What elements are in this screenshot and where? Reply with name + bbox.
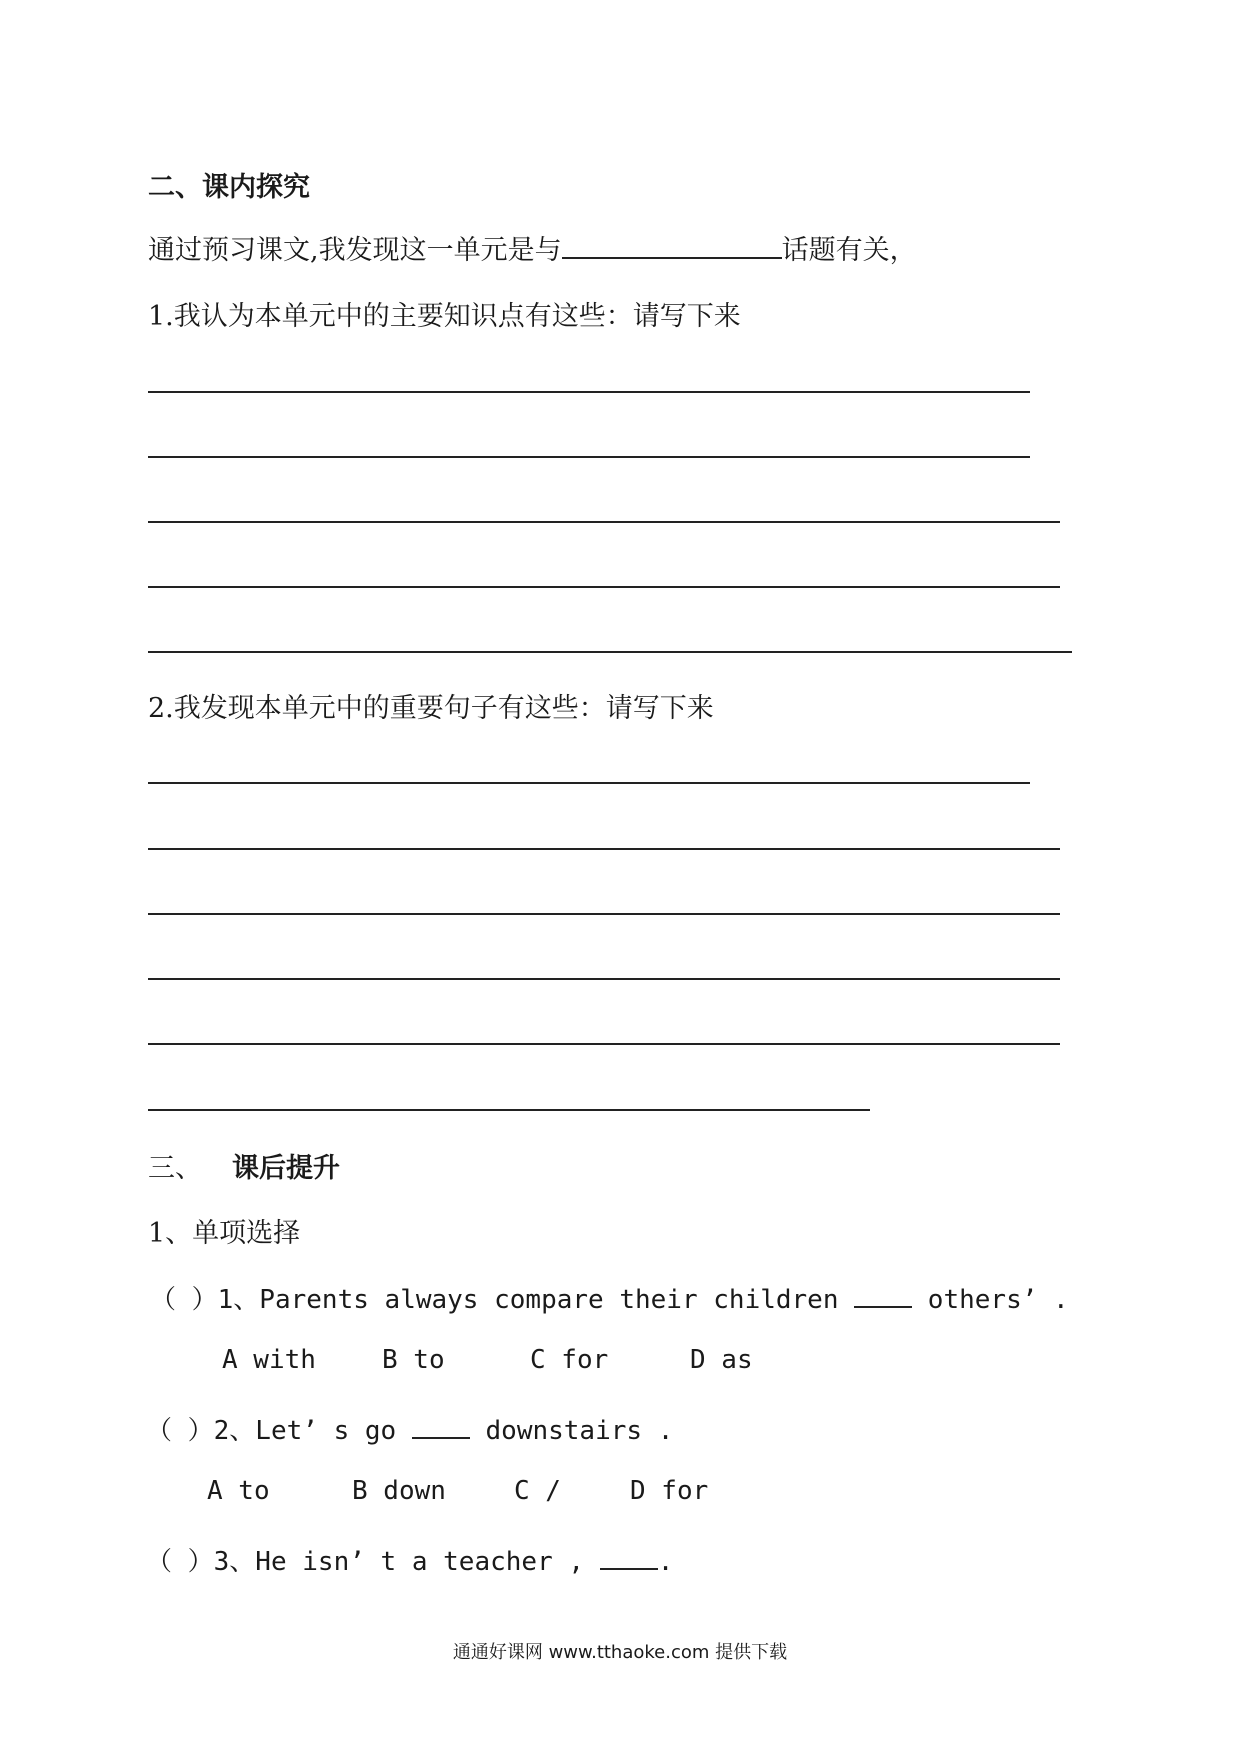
answer-line[interactable] [148, 586, 1060, 588]
question-stem: 3、He isn’ t a teacher , [213, 1547, 585, 1577]
option-a[interactable]: A with [222, 1345, 316, 1375]
question-stem-end: . [657, 1547, 674, 1577]
intro-post: 话题有关， [781, 235, 917, 266]
multiple-choice-subheading: 1、单项选择 [148, 1218, 301, 1249]
answer-line[interactable] [148, 913, 1060, 915]
answer-paren[interactable]: （ ） [150, 1285, 218, 1315]
intro-line [148, 228, 917, 267]
answer-line[interactable] [148, 651, 1072, 653]
section2-heading: 二、课内探究 [148, 172, 310, 203]
option-d[interactable]: D for [630, 1476, 709, 1506]
answer-paren[interactable]: （ ） [146, 1416, 214, 1446]
option-b[interactable]: B to [382, 1345, 445, 1375]
answer-line[interactable] [148, 456, 1030, 458]
topic-blank[interactable] [562, 256, 782, 259]
intro-pre: 通过预习课文,我发现这一单元是与 [148, 235, 562, 266]
question-row [150, 1279, 1069, 1316]
answer-line[interactable] [148, 848, 1060, 850]
option-d[interactable]: D as [690, 1345, 753, 1375]
question-blank[interactable] [854, 1305, 912, 1308]
option-a[interactable]: A to [207, 1476, 270, 1506]
page-footer: 通通好课网 www.tthaoke.com 提供下载 [452, 1642, 788, 1663]
answer-line[interactable] [148, 1043, 1060, 1045]
answer-line[interactable] [148, 782, 1030, 784]
option-c[interactable]: C / [514, 1476, 561, 1506]
question-stem: 1、Parents always compare their children [217, 1285, 839, 1315]
option-c[interactable]: C for [530, 1345, 609, 1375]
question-blank[interactable] [412, 1436, 470, 1439]
section3-number: 三、 [148, 1153, 202, 1184]
question-stem-end: others’ . [927, 1285, 1069, 1315]
question-stem-end: downstairs . [485, 1416, 674, 1446]
question-stem: 2、Let’ s go [213, 1416, 397, 1446]
answer-line[interactable] [148, 978, 1060, 980]
option-b[interactable]: B down [352, 1476, 446, 1506]
question-row [146, 1410, 673, 1447]
answer-line[interactable] [148, 521, 1060, 523]
section3-title: 课后提升 [232, 1153, 340, 1184]
question-blank[interactable] [600, 1567, 658, 1570]
answer-line[interactable] [148, 391, 1030, 393]
question-2-prompt: 2.我发现本单元中的重要句子有这些：请写下来 [148, 693, 714, 724]
answer-line[interactable] [148, 1109, 870, 1111]
answer-paren[interactable]: （ ） [146, 1547, 214, 1577]
question-1-prompt: 1.我认为本单元中的主要知识点有这些：请写下来 [148, 301, 741, 332]
question-row [146, 1541, 673, 1578]
section3-heading [148, 1146, 340, 1185]
